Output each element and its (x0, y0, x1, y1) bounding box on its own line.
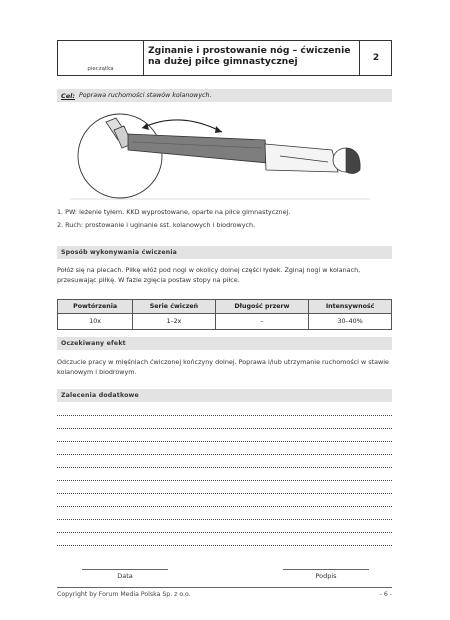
table-cell: 10x (58, 314, 133, 330)
exercise-illustration (70, 108, 370, 203)
table-cell: 1–2x (133, 314, 215, 330)
method-title: Sposób wykonywania ćwiczenia (61, 249, 178, 256)
date-line[interactable] (82, 569, 168, 570)
writing-line[interactable] (57, 532, 392, 533)
copyright: Copyright by Forum Media Polska Sp. z o.o. (57, 591, 191, 598)
effect-title: Oczekiwany efekt (61, 340, 126, 347)
stamp-label: pieczątka (87, 66, 114, 72)
signature-label: Podpis (315, 572, 337, 580)
step-2: 2. Ruch: prostowanie i uginanie sst. kolanowych i biodrowych. (57, 221, 256, 229)
table-header-cell: Intensywność (309, 300, 392, 314)
goal-bar (57, 89, 392, 102)
writing-line[interactable] (57, 506, 392, 507)
exercise-number: 2 (359, 40, 392, 76)
table-header-cell: Powtórzenia (58, 300, 133, 314)
effect-bar (57, 337, 392, 350)
exercise-title: Zginanie i prostowanie nóg – ćwiczenie na dużej piłce gimnastycznej (148, 45, 351, 67)
effect-text: Odczucie pracy w mięśniach ćwiczonej kończyny dolnej. Poprawa i/lub utrzymanie ruchomości w stawie kolanowym i biodrowym. (57, 358, 389, 376)
method-text: Połóż się na plecach. Piłkę włóż pod nogi w okolicy dolnej części łydek. Zginaj nogi w kolanach, przesuwając piłkę. W fazie zgięcia postaw stopy na piłce. (57, 266, 361, 284)
date-label: Data (117, 572, 133, 580)
writing-line[interactable] (57, 415, 392, 416)
writing-line[interactable] (57, 467, 392, 468)
legs (128, 134, 268, 163)
writing-line[interactable] (57, 428, 392, 429)
recommendations-bar (57, 389, 392, 402)
table-header-cell: Długość przerw (215, 300, 309, 314)
page-number: - 6 - (379, 591, 392, 598)
writing-line[interactable] (57, 441, 392, 442)
writing-line[interactable] (57, 480, 392, 481)
writing-line[interactable] (57, 545, 392, 546)
method-bar (57, 246, 392, 259)
writing-line[interactable] (57, 519, 392, 520)
signature-line[interactable] (283, 569, 369, 570)
motion-arrow (142, 120, 222, 132)
goal-text: Poprawa ruchomości stawów kolanowych. (79, 92, 212, 99)
parameters-table (57, 299, 392, 330)
table-header-cell: Serie ćwiczeń (133, 300, 215, 314)
recommendations-title: Zalecenia dodatkowe (61, 392, 139, 399)
goal-label: Cel: (61, 92, 76, 100)
writing-line[interactable] (57, 454, 392, 455)
footer-rule (57, 587, 392, 588)
writing-line[interactable] (57, 493, 392, 494)
torso (265, 144, 338, 172)
table-cell: 30–40% (309, 314, 392, 330)
step-1: 1. PW: leżenie tyłem, KKD wyprostowane, oparte na piłce gimnastycznej. (57, 208, 291, 216)
table-cell: – (215, 314, 309, 330)
